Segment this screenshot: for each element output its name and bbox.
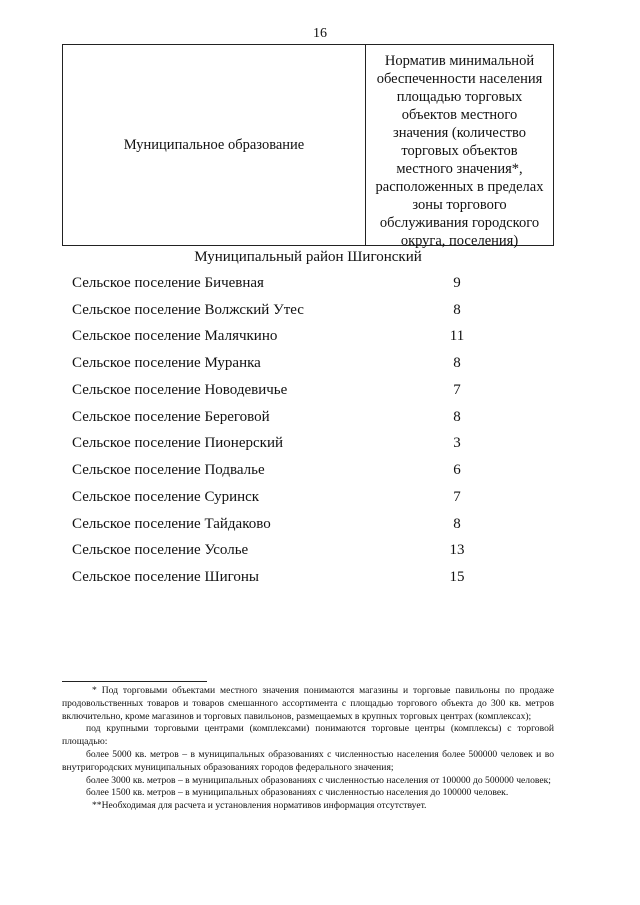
norm-header-line: местного значения*, (396, 161, 523, 177)
district-section-title: Муниципальный район Шигонский (194, 249, 422, 265)
norm-value: 8 (453, 408, 461, 425)
norm-value: 6 (453, 462, 461, 479)
norm-header-line: обеспеченности населения (376, 71, 543, 87)
norm-value: 3 (453, 435, 461, 452)
settlement-name: Сельское поселение Усолье (72, 542, 249, 559)
footnote-missing-data: **Необходимая для расчета и установления нормативов информация отсутствует. (92, 800, 427, 812)
footnote-separator (62, 681, 207, 682)
norm-header-line: зоны торгового (412, 197, 507, 213)
table-row (72, 350, 552, 377)
norm-value: 7 (453, 488, 461, 505)
settlement-name: Сельское поселение Шигоны (72, 569, 259, 586)
norm-value: 7 (453, 381, 461, 398)
settlement-name: Сельское поселение Бичевная (72, 274, 264, 291)
footnote-area-3000: более 3000 кв. метров – в муниципальных образованиях с численностью населения от 100000 до 500000 человек; (86, 774, 551, 786)
footnote-area-1500: более 1500 кв. метров – в муниципальных образованиях с численностью населения до 100000 человек. (86, 787, 509, 799)
norm-header-line: округа, поселения) (400, 233, 519, 249)
norm-header-line: значения (количество (393, 125, 526, 141)
table-row (72, 538, 552, 565)
footnote-shopping-centers: под крупными торговыми центрами (комплексами) понимаются торговые центры (комплексы) с торговой площадью: (62, 723, 554, 748)
table-row (72, 270, 552, 297)
norm-value: 8 (453, 301, 461, 318)
settlement-name: Сельское поселение Подвалье (72, 462, 265, 479)
norm-value: 13 (449, 542, 465, 559)
norm-header-line: расположенных в пределах (375, 179, 544, 195)
settlement-name: Сельское поселение Береговой (72, 408, 270, 425)
settlement-name: Сельское поселение Волжский Утес (72, 301, 304, 318)
settlement-name: Сельское поселение Суринск (72, 488, 260, 505)
page-number: 16 (313, 26, 327, 41)
settlement-rows (72, 270, 552, 591)
municipality-column-header: Муниципальное образование (63, 45, 366, 245)
norm-header-line: площадью торговых (396, 89, 523, 105)
table-row (72, 484, 552, 511)
settlement-name: Сельское поселение Новодевичье (72, 381, 288, 398)
norm-value: 8 (453, 355, 461, 372)
table-row (72, 377, 552, 404)
norm-header-line: торговых объектов (401, 143, 518, 159)
norm-value: 15 (449, 569, 465, 586)
table-row (72, 511, 552, 538)
settlement-name: Сельское поселение Пионерский (72, 435, 283, 452)
table-row (72, 297, 552, 324)
table-row (72, 564, 552, 591)
norm-header-line: обслуживания городского (379, 215, 540, 231)
settlement-name: Сельское поселение Тайдаково (72, 515, 271, 532)
norm-value: 9 (453, 274, 461, 291)
table-row (72, 431, 552, 458)
norm-header-line: объектов местного (401, 107, 518, 123)
norm-value: 8 (453, 515, 461, 532)
table-header (62, 44, 554, 249)
norm-header-line: Норматив минимальной (384, 53, 535, 69)
table-row (72, 324, 552, 351)
settlement-name: Сельское поселение Муранка (72, 355, 261, 372)
footnote-shopping-objects: * Под торговыми объектами местного значения понимаются магазины и торговые павильоны по продаже продовольственных товаров и товаров смешанного ассортимента с площадью торгового объекта до 300 кв. метров включительно, кроме магазинов и торговых павильонов, размещаемых в крупных торговых центрах (комплексах); (62, 685, 554, 722)
norm-value: 11 (449, 328, 465, 345)
table-row (72, 457, 552, 484)
settlement-name: Сельское поселение Малячкино (72, 328, 278, 345)
footnote-area-5000: более 5000 кв. метров – в муниципальных образованиях с численностью населения более 500000 человек и во внутригородских муниципальных образованиях городов федерального значения; (62, 748, 554, 773)
norm-column-header (366, 45, 553, 249)
table-row (72, 404, 552, 431)
footnotes (62, 685, 554, 813)
